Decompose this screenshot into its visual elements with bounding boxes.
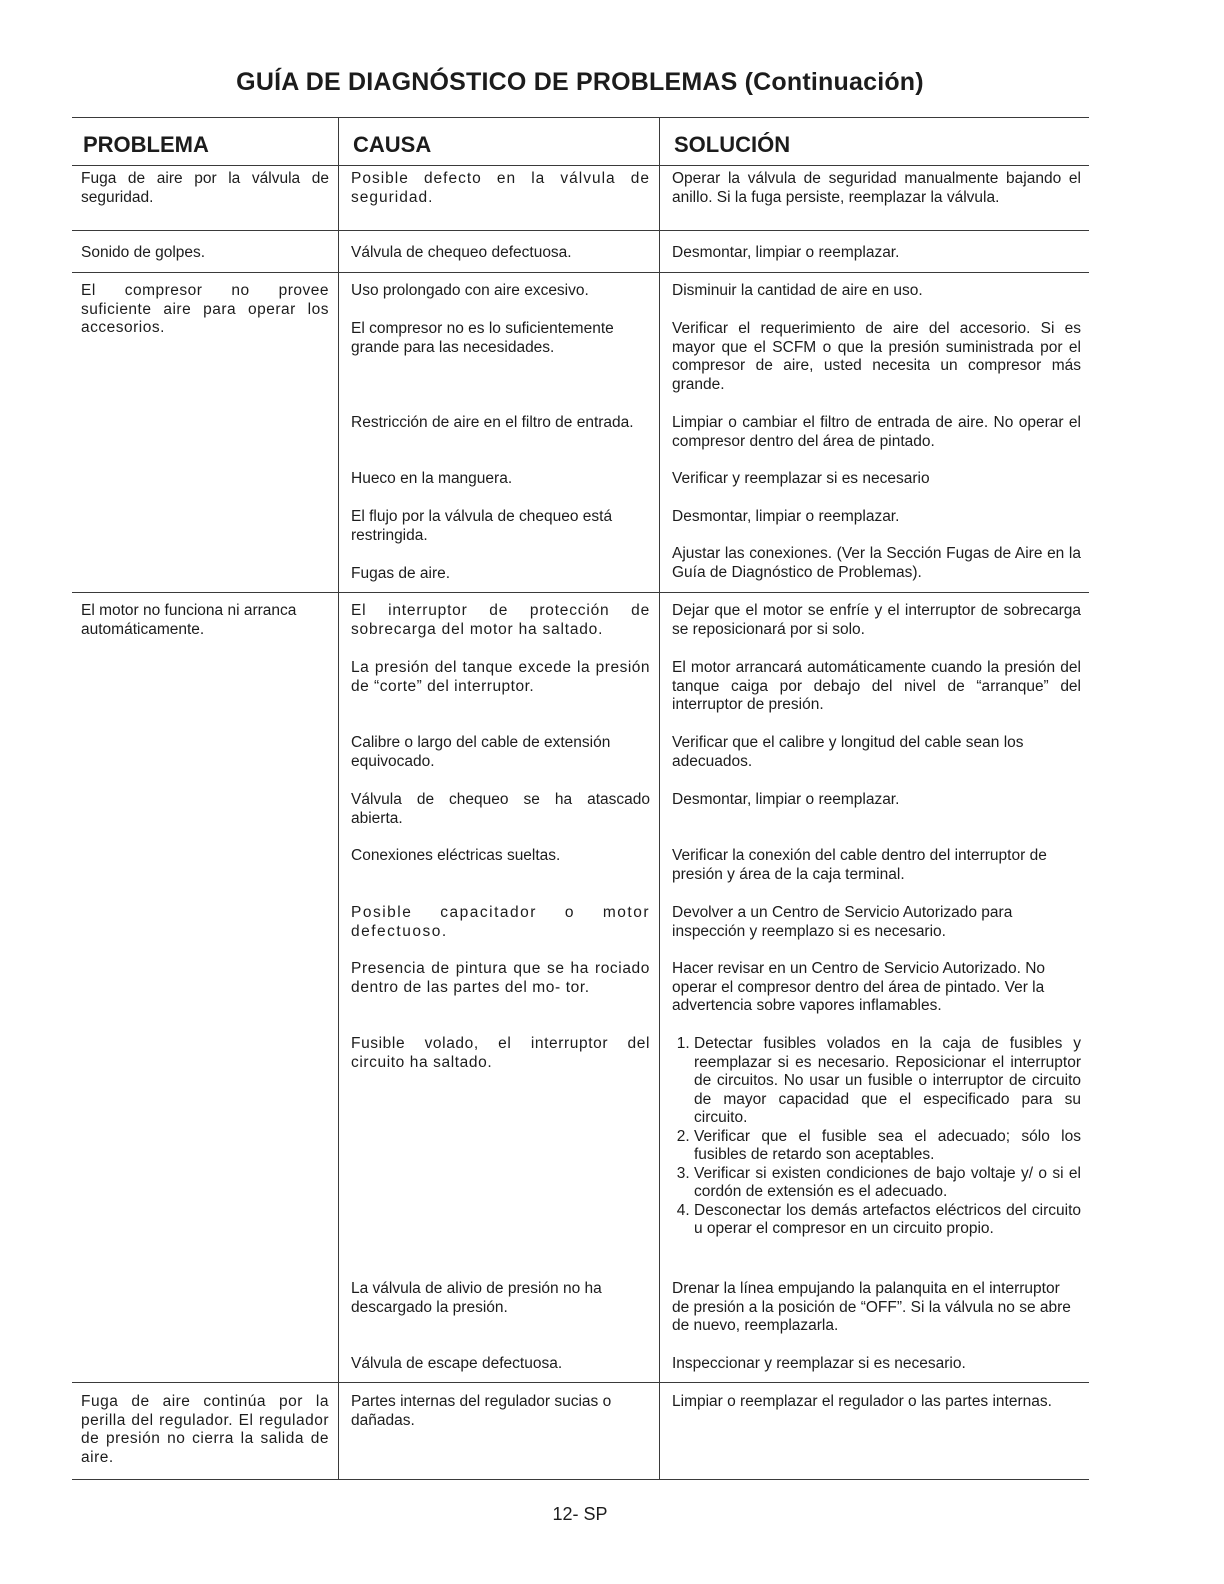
table-bottom-rule <box>72 1479 1089 1480</box>
table-top-rule <box>72 117 1089 118</box>
solution-step-2: 2. Verificar que el fusible sea el adecuado; sólo los fusibles de retardo son aceptables. <box>694 1128 1081 1165</box>
row-2-solucion: Desmontar, limpiar o reemplazar. <box>672 244 900 261</box>
row-4-causa-3: Calibre o largo del cable de extensión equivocado. <box>351 734 611 770</box>
column-divider-2 <box>659 117 660 1480</box>
header-causa: CAUSA <box>353 132 432 157</box>
header-solucion: SOLUCIÓN <box>674 132 791 157</box>
solution-step-4: 4. Desconectar los demás artefactos eléctricos del circuito u operar el compresor en un circuito propio. <box>694 1202 1081 1239</box>
row-3-causa-3: Restricción de aire en el filtro de entrada. <box>351 414 634 431</box>
row-3-solucion-3: Limpiar o cambiar el filtro de entrada de aire. No operar el compresor dentro del área de pintado. <box>672 414 1081 450</box>
row-3-causa-1: Uso prolongado con aire excesivo. <box>351 282 589 299</box>
row-4-causa-2: La presión del tanque excede la presión de “corte” del interruptor. <box>351 659 650 695</box>
row-4-solucion-8 <box>672 1035 1081 1239</box>
row-4-solucion-9: Drenar la línea empujando la palanquita en el interruptor de presión a la posición de “OFF”. Si la válvula no se abre de nuevo, reemplazarla. <box>672 1280 1071 1334</box>
row-3-solucion-1: Disminuir la cantidad de aire en uso. <box>672 282 923 299</box>
row-5-problema: Fuga de aire continúa por la perilla del regulador. El regulador de presión no cierra la salida de aire. <box>81 1393 329 1466</box>
row-4-solucion-10: Inspeccionar y reemplazar si es necesario. <box>672 1355 966 1372</box>
row-4-solucion-7: Hacer revisar en un Centro de Servicio Autorizado. No operar el compresor dentro del área de pintado. Ver la advertencia sobre vapores inflamables. <box>672 960 1046 1014</box>
row-4-causa-9: La válvula de alivio de presión no ha descargado la presión. <box>351 1280 602 1316</box>
row-3-rule <box>72 592 1089 593</box>
row-1-rule <box>72 230 1089 231</box>
column-divider-1 <box>338 117 339 1480</box>
row-4-causa-1: El interruptor de protección de sobrecarga del motor ha saltado. <box>351 602 650 638</box>
page-number: 12- SP <box>552 1504 608 1524</box>
row-4-causa-6: Posible capacitador o motor defectuoso. <box>351 904 650 940</box>
row-2-causa: Válvula de chequeo defectuosa. <box>351 244 572 261</box>
row-4-causa-4: Válvula de chequeo se ha atascado abierta. <box>351 791 650 827</box>
row-4-solucion-1: Dejar que el motor se enfríe y el interruptor de sobrecarga se reposicionará por si solo. <box>672 602 1081 638</box>
row-4-causa-7: Presencia de pintura que se ha rociado dentro de las partes del mo- tor. <box>351 960 650 996</box>
row-4-solucion-4: Desmontar, limpiar o reemplazar. <box>672 791 900 808</box>
row-4-causa-5: Conexiones eléctricas sueltas. <box>351 847 561 864</box>
row-3-causa-5: El flujo por la válvula de chequeo está restringida. <box>351 508 613 544</box>
row-1-causa: Posible defecto en la válvula de seguridad. <box>351 170 650 206</box>
row-4-solucion-6: Devolver a un Centro de Servicio Autorizado para inspección y reemplazo si es necesario. <box>672 904 1013 940</box>
row-2-problema: Sonido de golpes. <box>81 244 206 261</box>
row-4-rule <box>72 1382 1089 1383</box>
row-4-causa-10: Válvula de escape defectuosa. <box>351 1355 563 1372</box>
row-3-solucion-6: Ajustar las conexiones. (Ver la Sección Fugas de Aire en la Guía de Diagnóstico de Problemas). <box>672 545 1081 581</box>
row-2-rule <box>72 272 1089 273</box>
row-3-solucion-2: Verificar el requerimiento de aire del accesorio. Si es mayor que el SCFM o que la presión suministrada por el compresor de aire, usted necesita un compresor más grande. <box>672 320 1081 393</box>
row-4-problema: El motor no funciona ni arranca automáticamente. <box>81 602 297 638</box>
row-4-solucion-3: Verificar que el calibre y longitud del cable sean los adecuados. <box>672 734 1024 770</box>
row-3-problema: El compresor no provee suficiente aire para operar los accesorios. <box>81 282 329 336</box>
row-5-solucion: Limpiar o reemplazar el regulador o las partes internas. <box>672 1393 1052 1410</box>
row-3-solucion-5: Desmontar, limpiar o reemplazar. <box>672 508 900 525</box>
solution-step-3: 3. Verificar si existen condiciones de bajo voltaje y/ o si el cordón de extensión es el adecuado. <box>694 1165 1081 1202</box>
row-3-causa-2: El compresor no es lo suficientemente grande para las necesidades. <box>351 320 614 356</box>
row-3-causa-4: Hueco en la manguera. <box>351 470 513 487</box>
row-4-causa-8: Fusible volado, el interruptor del circuito ha saltado. <box>351 1035 650 1071</box>
page-title: GUÍA DE DIAGNÓSTICO DE PROBLEMAS (Continuación) <box>236 68 924 96</box>
row-5-causa: Partes internas del regulador sucias o dañadas. <box>351 1393 612 1429</box>
header-problema: PROBLEMA <box>83 132 209 157</box>
solution-step-1: 1. Detectar fusibles volados en la caja de fusibles y reemplazar si es necesario. Reposicionar el interruptor de circuitos. No usar un fusible o interruptor de circuito de mayor capacidad que el especificado para su circuito. <box>694 1035 1081 1128</box>
header-bottom-rule <box>72 165 1089 166</box>
row-4-solucion-2: El motor arrancará automáticamente cuando la presión del tanque caiga por debajo del nivel de “arranque” del interruptor de presión. <box>672 659 1081 713</box>
row-1-problema: Fuga de aire por la válvula de seguridad. <box>81 170 329 206</box>
row-1-solucion: Operar la válvula de seguridad manualmente bajando el anillo. Si la fuga persiste, reemplazar la válvula. <box>672 170 1081 206</box>
row-3-solucion-4: Verificar y reemplazar si es necesario <box>672 470 930 487</box>
row-3-causa-6: Fugas de aire. <box>351 565 451 582</box>
row-4-solucion-5: Verificar la conexión del cable dentro del interruptor de presión y área de la caja terminal. <box>672 847 1047 883</box>
